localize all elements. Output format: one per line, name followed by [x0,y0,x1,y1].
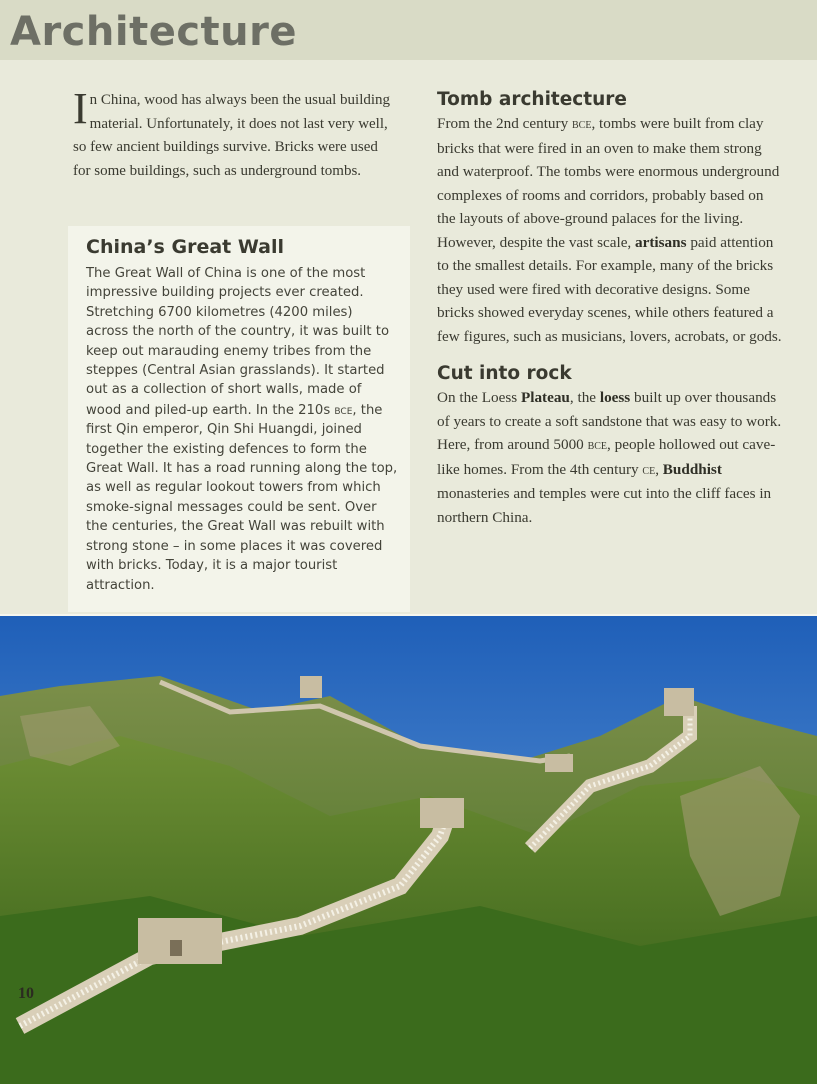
great-wall-text-part: The Great Wall of China is one of the most impressive building projects ever created. Stretching 6700 kilometres (4200 miles) across the north of the country, it was built to keep out marauding enemy tribes from the steppes (Central Asian grasslands). It started out as a collection of short walls, made of wood and piled-up earth. In the 210s [86,266,390,418]
great-wall-text-part: , the first Qin emperor, Qin Shi Huangdi, joined together the existing defences to form the Great Wall. It has a road running along the top, as well as regular lookout towers from which smoke-signal messages could be sent. Over the centuries, the Great Wall was rebuilt with strong stone – in some places it was covered with bricks. Today, it is a major tourist attraction. [86,402,398,593]
great-wall-text [86,264,398,595]
rock-paragraph [437,386,782,529]
rock-text-part: , the [569,389,600,406]
tomb-text-part: paid attention to the smallest details. For example, many of the bricks they used were fired with decorative designs. Some bricks showed everyday scenes, while others featured a few figures, such as musicians, lovers, acrobats, or gods. [437,233,782,345]
glossary-term: Plateau [520,389,570,406]
watchtower [545,754,573,772]
page-title: Architecture [10,9,297,55]
drop-cap: I [73,84,88,133]
era-abbrev: bce [571,116,592,132]
era-abbrev: bce [587,437,608,453]
page-number: 10 [18,985,34,1002]
era-abbrev: ce [642,461,656,478]
great-wall-sidebar-box [68,226,410,612]
tower-gate [170,940,182,956]
watchtower [420,798,464,828]
rock-text-part: , people hollowed out cave-like homes. From the 4th century [437,436,776,478]
glossary-term: artisans [635,233,687,251]
rock-text-part: On the Loess [437,389,521,406]
tomb-heading: Tomb architecture [437,89,627,110]
rock-text-part: , [655,460,663,478]
glossary-term: loess [599,389,631,406]
intro-paragraph [73,84,395,183]
tomb-paragraph [437,112,782,348]
rock-text-part: built up over thousands of years to create a soft sandstone that was easy to work. Here, from around 5000 [437,389,782,453]
great-wall-heading: China’s Great Wall [86,236,284,258]
tomb-text-part: From the 2nd century [437,115,572,132]
great-wall-photo [0,614,817,1084]
watchtower [300,676,322,698]
right-column [437,88,782,529]
rock-text-part: monasteries and temples were cut into the cliff faces in northern China. [437,485,772,526]
rock-heading: Cut into rock [437,363,572,384]
era-abbrev: bce [334,401,353,417]
glossary-term: Buddhist [662,460,722,478]
watchtower [664,688,694,716]
intro-text: n China, wood has always been the usual building material. Unfortunately, it does not last very well, so few ancient buildings survive. Bricks were used for some buildings, such as underground tombs. [73,92,391,179]
great-wall-illustration [0,616,817,1084]
tomb-text-part: , tombs were built from clay bricks that were fired in an oven to make them strong and waterproof. The tombs were enormous underground complexes of rooms and corridors, probably based on the layouts of above-ground palaces for the living. However, despite the vast scale, [437,115,780,251]
